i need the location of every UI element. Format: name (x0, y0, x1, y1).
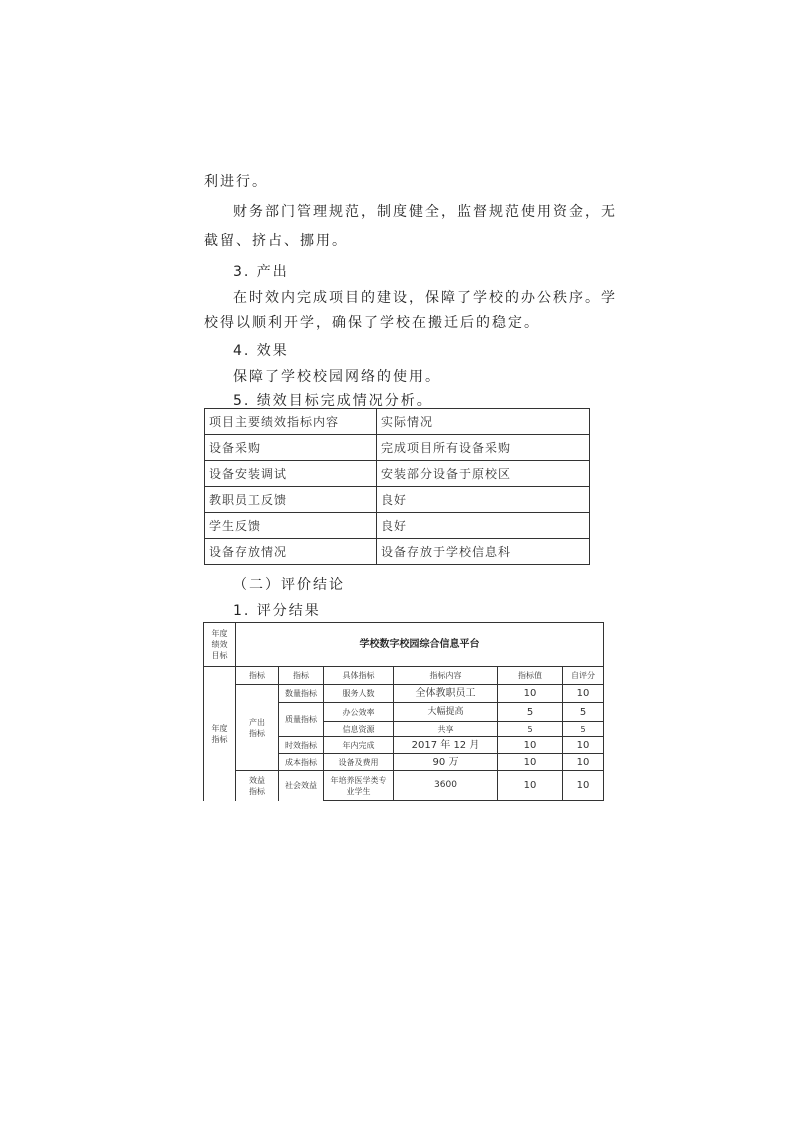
table-cell: 时效指标 (279, 737, 324, 754)
table-cell: 良好 (377, 513, 590, 539)
table-cell: 服务人数 (324, 685, 394, 703)
table-cell: 成本指标 (279, 754, 324, 771)
table-row (204, 685, 604, 703)
table-row (204, 667, 604, 685)
table-cell: 质量指标 (279, 703, 324, 737)
paragraph-output: 在时效内完成项目的建设，保障了学校的办公秩序。学 (233, 290, 617, 306)
table-cell: 社会效益 (279, 771, 324, 801)
table-title: 学校数字校园综合信息平台 (236, 623, 604, 667)
table-cell: 10 (498, 685, 563, 703)
table-cell: 共享 (394, 722, 498, 737)
table-cell: 10 (498, 737, 563, 754)
paragraph-continued: 利进行。 (204, 174, 268, 190)
table-cell: 教职员工反馈 (205, 487, 377, 513)
performance-table (204, 408, 590, 565)
table-cell: 3600 (394, 771, 498, 801)
table-cell: 10 (498, 754, 563, 771)
table-cell: 5 (563, 703, 604, 722)
table-cell: 10 (563, 754, 604, 771)
table-row (204, 771, 604, 801)
table-cell: 实际情况 (377, 409, 590, 435)
table-row (205, 513, 590, 539)
table-cell: 5 (563, 722, 604, 737)
header-cell: 指标值 (498, 667, 563, 685)
benefit-indicator-cell: 效益指标 (236, 771, 279, 801)
paragraph-output-cont: 校得以顺利开学，确保了学校在搬迁后的稳定。 (204, 315, 540, 331)
table-cell: 完成项目所有设备采购 (377, 435, 590, 461)
table-row (205, 539, 590, 565)
output-indicator-cell: 产出指标 (236, 685, 279, 771)
table-cell: 10 (563, 771, 604, 801)
heading-output: 3. 产出 (233, 264, 289, 280)
paragraph-finance: 财务部门管理规范，制度健全，监督规范使用资金，无 (233, 204, 617, 220)
table-cell: 设备安装调试 (205, 461, 377, 487)
header-cell: 具体指标 (324, 667, 394, 685)
heading-score-result: 1. 评分结果 (233, 603, 321, 619)
table-row (205, 435, 590, 461)
table-row (205, 461, 590, 487)
table-cell: 学生反馈 (205, 513, 377, 539)
table-cell: 信息资源 (324, 722, 394, 737)
table-cell: 全体教职员工 (394, 685, 498, 703)
table-row (205, 409, 590, 435)
heading-effect: 4. 效果 (233, 343, 289, 359)
table-cell: 数量指标 (279, 685, 324, 703)
paragraph-finance-cont: 截留、挤占、挪用。 (204, 233, 348, 249)
table-cell: 5 (498, 722, 563, 737)
heading-analysis: 5. 绩效目标完成情况分析。 (233, 393, 433, 409)
heading-conclusion: （二）评价结论 (233, 577, 345, 593)
table-row (205, 487, 590, 513)
table-cell: 90 万 (394, 754, 498, 771)
paragraph-effect: 保障了学校校园网络的使用。 (233, 369, 441, 385)
table-cell: 10 (563, 737, 604, 754)
header-cell: 指标 (279, 667, 324, 685)
table-cell: 办公效率 (324, 703, 394, 722)
table-cell: 设备采购 (205, 435, 377, 461)
table-cell: 设备存放情况 (205, 539, 377, 565)
table-cell: 项目主要绩效指标内容 (205, 409, 377, 435)
table-cell: 大幅提高 (394, 703, 498, 722)
table-cell: 设备存放于学校信息科 (377, 539, 590, 565)
table-cell: 年内完成 (324, 737, 394, 754)
table-cell: 10 (498, 771, 563, 801)
table-cell: 良好 (377, 487, 590, 513)
table-cell: 设备及费用 (324, 754, 394, 771)
table-cell: 10 (563, 685, 604, 703)
year-indicator-cell: 年度指标 (204, 667, 236, 801)
header-cell: 指标 (236, 667, 279, 685)
corner-cell: 年度绩效目标 (204, 623, 236, 667)
table-cell: 2017 年 12 月 (394, 737, 498, 754)
table-row (204, 623, 604, 667)
header-cell: 指标内容 (394, 667, 498, 685)
table-cell: 年培养医学类专业学生 (324, 771, 394, 801)
table-cell: 5 (498, 703, 563, 722)
score-table (203, 622, 604, 801)
table-cell: 安装部分设备于原校区 (377, 461, 590, 487)
header-cell: 自评分 (563, 667, 604, 685)
